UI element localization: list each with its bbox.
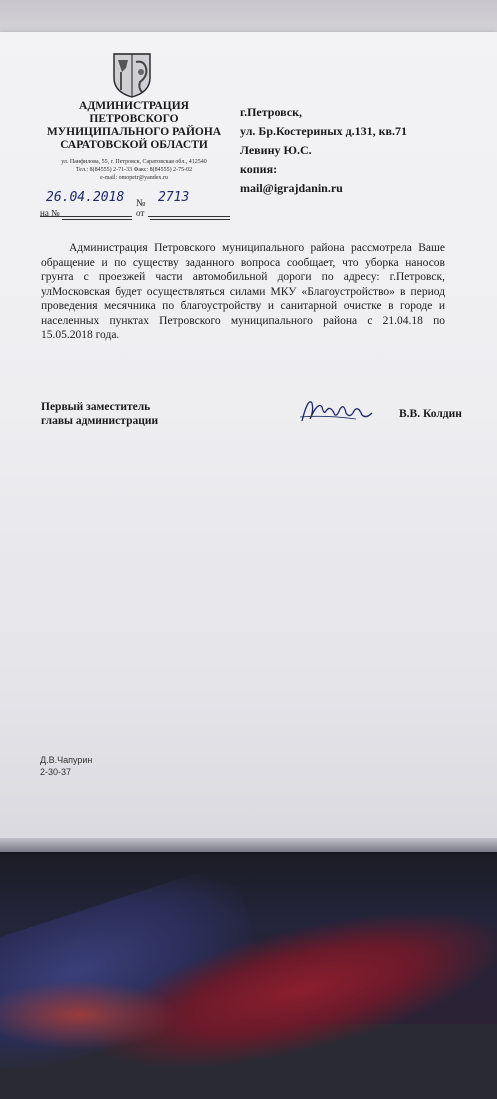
recipient-email: mail@igrajdanin.ru (240, 181, 343, 195)
reply-from-label: от (136, 208, 145, 218)
registration-date: 26.04.2018 (46, 190, 125, 205)
executor-name: Д.В.Чапурин (40, 755, 93, 765)
recipient-city: г.Петровск, (240, 105, 303, 119)
copy-label: копия: (240, 162, 278, 176)
recipient-street: ул. Бр.Костериных д.131, кв.71 (240, 124, 408, 138)
reply-to-label: на № (40, 208, 60, 218)
reply-number-line (62, 205, 132, 220)
signer-title (41, 400, 158, 428)
executor-phone: 2-30-37 (40, 767, 72, 777)
org-phone: Тел.: 8(84555) 2-71-33 Факс: 8(84555) 2-75-02 (75, 167, 193, 173)
org-address: ул. Панфилова, 55, г. Петровск, Саратовская обл., 412540 (61, 159, 207, 165)
number-sign: № (136, 198, 146, 209)
organization-contacts (20, 158, 248, 182)
paper-edge (0, 838, 497, 852)
signer-name: В.В. Колдин (399, 408, 462, 420)
reply-date-line (150, 205, 230, 220)
coat-of-arms-icon (110, 52, 154, 98)
registration-number: 2713 (158, 190, 190, 205)
org-line: АДМИНИСТРАЦИЯ (79, 100, 189, 112)
fabric-red-corner (0, 980, 180, 1050)
signer-title-line1: Первый заместитель (41, 401, 151, 413)
org-line: МУНИЦИПАЛЬНОГО РАЙОНА (46, 126, 222, 138)
handwritten-signature (296, 393, 376, 427)
signer-title-line2: главы администрации (41, 415, 159, 427)
org-line: ПЕТРОВСКОГО (89, 113, 179, 125)
letter-body (41, 241, 445, 343)
recipient-name: Левину Ю.С. (240, 143, 312, 157)
executor-block (40, 754, 92, 778)
body-paragraph: Администрация Петровского муниципального района рассмотрела Ваше обращение и по существу заданного вопроса сообщает, что уборка наносов грунта с проезжей части автомобильной дороги по адресу: г.Петровск, улМосковская будет осуществляться силами МКУ «Благоустройство» в период проведения месячника по благоустройству и санитарной очистке в городе и населенных пунктах Петровского муниципального района с 21.04.18 по 15.05.2018 года. (41, 242, 445, 341)
recipient-block (240, 103, 480, 198)
org-email: e-mail: omopetr@yandex.ru (100, 175, 168, 181)
organization-heading (20, 100, 248, 152)
org-line: САРАТОВСКОЙ ОБЛАСТИ (60, 139, 208, 151)
